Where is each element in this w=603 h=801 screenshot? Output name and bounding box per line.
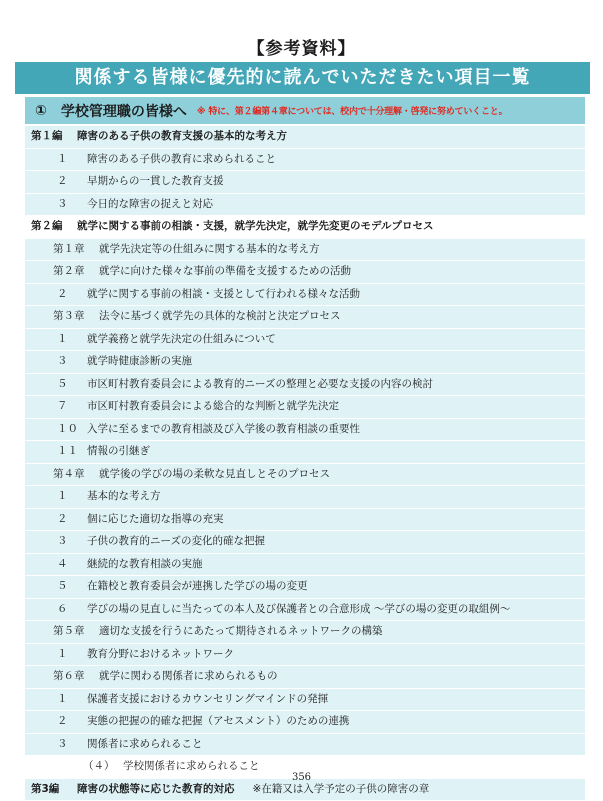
item-number: １ (57, 644, 87, 666)
item-number: 第１章 (53, 239, 99, 261)
list-item (25, 284, 585, 307)
item-label: 子供の教育的ニーズの変化的確な把握 (87, 531, 265, 553)
list-item (25, 374, 585, 397)
item-number: ６ (57, 599, 87, 621)
section-note: ※ 特に、第２編第４章については、校内で十分理解・啓発に努めていくこと。 (197, 104, 508, 117)
item-label: 就学に関する事前の相談・支援として行われる様々な活動 (87, 284, 360, 306)
item-number: １ (57, 689, 87, 711)
item-label: 適切な支援を行うにあたって期待されるネットワークの構築 (99, 621, 383, 643)
item-label: 障害の状態等に応じた教育的対応 (77, 779, 235, 801)
item-label: 学校関係者に求められること (123, 756, 260, 778)
item-label: 今日的な障害の捉えと対応 (87, 194, 213, 216)
item-number: １ (57, 149, 87, 171)
list-item (25, 441, 585, 464)
item-label: 教育分野におけるネットワーク (87, 644, 234, 666)
item-number: ２ (57, 711, 87, 733)
list-item (25, 194, 585, 217)
list-item (25, 554, 585, 577)
item-number: ５ (57, 576, 87, 598)
chapter-row (25, 239, 585, 262)
page-number: 356 (0, 772, 603, 783)
item-number: 第２編 (31, 216, 77, 238)
list-item (25, 149, 585, 172)
chapter-row (25, 666, 585, 689)
item-label: 学びの場の見直しに当たっての本人及び保護者との合意形成 ～学びの場の変更の取組例～ (87, 599, 510, 621)
item-number: 第５章 (53, 621, 99, 643)
item-number: １ (57, 486, 87, 508)
item-label: 市区町村教育委員会による教育的ニーズの整理と必要な支援の内容の検討 (87, 374, 433, 396)
item-number: 第２章 (53, 261, 99, 283)
item-label: 就学先決定等の仕組みに関する基本的な考え方 (99, 239, 320, 261)
banner-heading: 関係する皆様に優先的に読んでいただきたい項目一覧 (15, 62, 590, 94)
item-label: 実態の把握の的確な把握（アセスメント）のための連携 (87, 711, 349, 733)
item-label: 基本的な考え方 (87, 486, 161, 508)
part-heading-row (25, 126, 585, 149)
item-number: ７ (57, 396, 87, 418)
item-label: 就学に向けた様々な事前の準備を支援するための活動 (99, 261, 351, 283)
item-number: ３ (57, 531, 87, 553)
list-item (25, 486, 585, 509)
item-label: 入学に至るまでの教育相談及び入学後の教育相談の重要性 (87, 419, 360, 441)
item-number: １１ (57, 441, 87, 463)
item-number: 第６章 (53, 666, 99, 688)
item-label: 就学時健康診断の実施 (87, 351, 192, 373)
chapter-row (25, 261, 585, 284)
list-item (25, 329, 585, 352)
item-number: ２ (57, 284, 87, 306)
item-number: １０ (57, 419, 87, 441)
list-item (25, 734, 585, 757)
item-list (25, 126, 585, 801)
section-title: 学校管理職の皆様へ (61, 101, 187, 121)
list-item (25, 509, 585, 532)
list-item (25, 351, 585, 374)
list-item (25, 644, 585, 667)
chapter-row (25, 464, 585, 487)
item-label: 就学に関わる関係者に求められるもの (99, 666, 278, 688)
item-number: 第１編 (31, 126, 77, 148)
item-number: （４） (83, 756, 123, 778)
list-item (25, 576, 585, 599)
list-item (25, 689, 585, 712)
list-item (25, 419, 585, 442)
item-label: 就学義務と就学先決定の仕組みについて (87, 329, 276, 351)
part-heading-row (25, 216, 585, 239)
item-label: 情報の引継ぎ (87, 441, 150, 463)
chapter-row (25, 621, 585, 644)
list-item (25, 171, 585, 194)
item-label: 障害のある子供の教育に求められること (87, 149, 276, 171)
item-label: 継続的な教育相談の実施 (87, 554, 203, 576)
item-label: 保護者支援におけるカウンセリングマインドの発揮 (87, 689, 328, 711)
item-number: ２ (57, 509, 87, 531)
item-label: 就学後の学びの場の柔軟な見直しとそのプロセス (99, 464, 330, 486)
item-number: ５ (57, 374, 87, 396)
item-label: 市区町村教育委員会による総合的な判断と就学先決定 (87, 396, 339, 418)
item-number: ３ (57, 734, 87, 756)
item-number: ３ (57, 194, 87, 216)
item-number: １ (57, 329, 87, 351)
item-number: ３ (57, 351, 87, 373)
item-number: ２ (57, 171, 87, 193)
section-header (25, 97, 585, 124)
list-item (25, 711, 585, 734)
list-item (25, 599, 585, 622)
chapter-row (25, 306, 585, 329)
list-item (25, 396, 585, 419)
item-note: ※在籍又は入学予定の子供の障害の章 (253, 779, 430, 801)
item-label: 早期からの一貫した教育支援 (87, 171, 224, 193)
item-number: 第４章 (53, 464, 99, 486)
item-label: 在籍校と教育委員会が連携した学びの場の変更 (87, 576, 308, 598)
page-title: 【参考資料】 (0, 34, 603, 59)
item-number: ４ (57, 554, 87, 576)
item-label: 個に応じた適切な指導の充実 (87, 509, 224, 531)
item-label: 就学に関する事前の相談・支援，就学先決定，就学先変更のモデルプロセス (77, 216, 433, 238)
item-label: 関係者に求められること (87, 734, 203, 756)
section-number: ① (35, 103, 47, 119)
list-item (25, 531, 585, 554)
item-label: 障害のある子供の教育支援の基本的な考え方 (77, 126, 287, 148)
item-number: 第3編 (31, 779, 77, 801)
item-number: 第３章 (53, 306, 99, 328)
item-label: 法令に基づく就学先の具体的な検討と決定プロセス (99, 306, 341, 328)
